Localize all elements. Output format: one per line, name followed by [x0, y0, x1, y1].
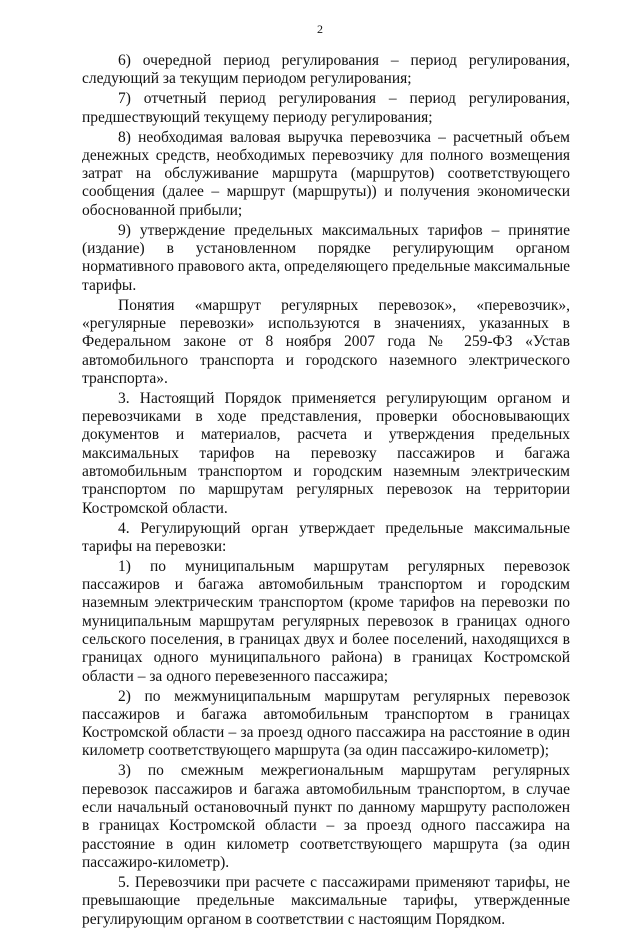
- paragraph-item-6: 6) очередной период регулирования – период регулирования, следующий за текущим периодом регулирования;: [82, 52, 570, 88]
- page-number: 2: [317, 22, 323, 36]
- paragraph-section-4-item-3: 3) по смежным межрегиональным маршрутам регулярных перевозок пассажиров и багажа автомобильным транспортом, в случае если начальный остановочный пункт по данному маршруту расположен в границах Костромской области – за проезд одного пассажира на расстояние в один километр соответствующего маршрута (за один пассажиро-километр).: [82, 762, 570, 871]
- paragraph-section-3: 3. Настоящий Порядок применяется регулирующим органом и перевозчиками в ходе представления, проверки обосновывающих документов и материалов, расчета и утверждения предельных максимальных тарифов на перевозку пассажиров и багажа автомобильным транспортом и городским наземным электрическим транспортом по маршрутам регулярных перевозок на территории Костромской области.: [82, 389, 570, 517]
- paragraph-item-7: 7) отчетный период регулирования – период регулирования, предшествующий текущему периоду регулирования;: [82, 90, 570, 126]
- paragraph-section-4-item-2: 2) по межмуниципальным маршрутам регулярных перевозок пассажиров и багажа автомобильным транспортом в границах Костромской области – за проезд одного пассажира на расстояние в один километр соответствующего маршрута (за один пассажиро-километр);: [82, 687, 570, 760]
- paragraph-concepts: Понятия «маршрут регулярных перевозок», «перевозчик», «регулярные перевозки» используются в значениях, указанных в Федеральном законе от 8 ноября 2007 года № 259-ФЗ «Устав автомобильного транспорта и городского наземного электрического транспорта».: [82, 296, 570, 387]
- paragraph-section-4: 4. Регулирующий орган утверждает предельные максимальные тарифы на перевозки:: [82, 519, 570, 555]
- paragraph-section-5: 5. Перевозчики при расчете с пассажирами применяют тарифы, не превышающие предельные максимальные тарифы, утвержденные регулирующим органом в соответствии с настоящим Порядком.: [82, 873, 570, 928]
- document-body: [82, 52, 570, 931]
- paragraph-item-9: 9) утверждение предельных максимальных тарифов – принятие (издание) в установленном порядке регулирующим органом нормативного правового акта, определяющего предельные максимальные тарифы.: [82, 221, 570, 294]
- paragraph-item-8: 8) необходимая валовая выручка перевозчика – расчетный объем денежных средств, необходимых перевозчику для полного возмещения затрат на обслуживание маршрута (маршрутов) соответствующего сообщения (далее – маршрут (маршруты)) и получения экономически обоснованной прибыли;: [82, 128, 570, 219]
- paragraph-section-4-item-1: 1) по муниципальным маршрутам регулярных перевозок пассажиров и багажа автомобильным транспортом и городским наземным электрическим транспортом (кроме тарифов на перевозки по муниципальным маршрутам регулярных перевозок в границах одного сельского поселения, в границах двух и более поселений, находящихся в границах одного муниципального района) в границах Костромской области – за одного перевезенного пассажира;: [82, 557, 570, 685]
